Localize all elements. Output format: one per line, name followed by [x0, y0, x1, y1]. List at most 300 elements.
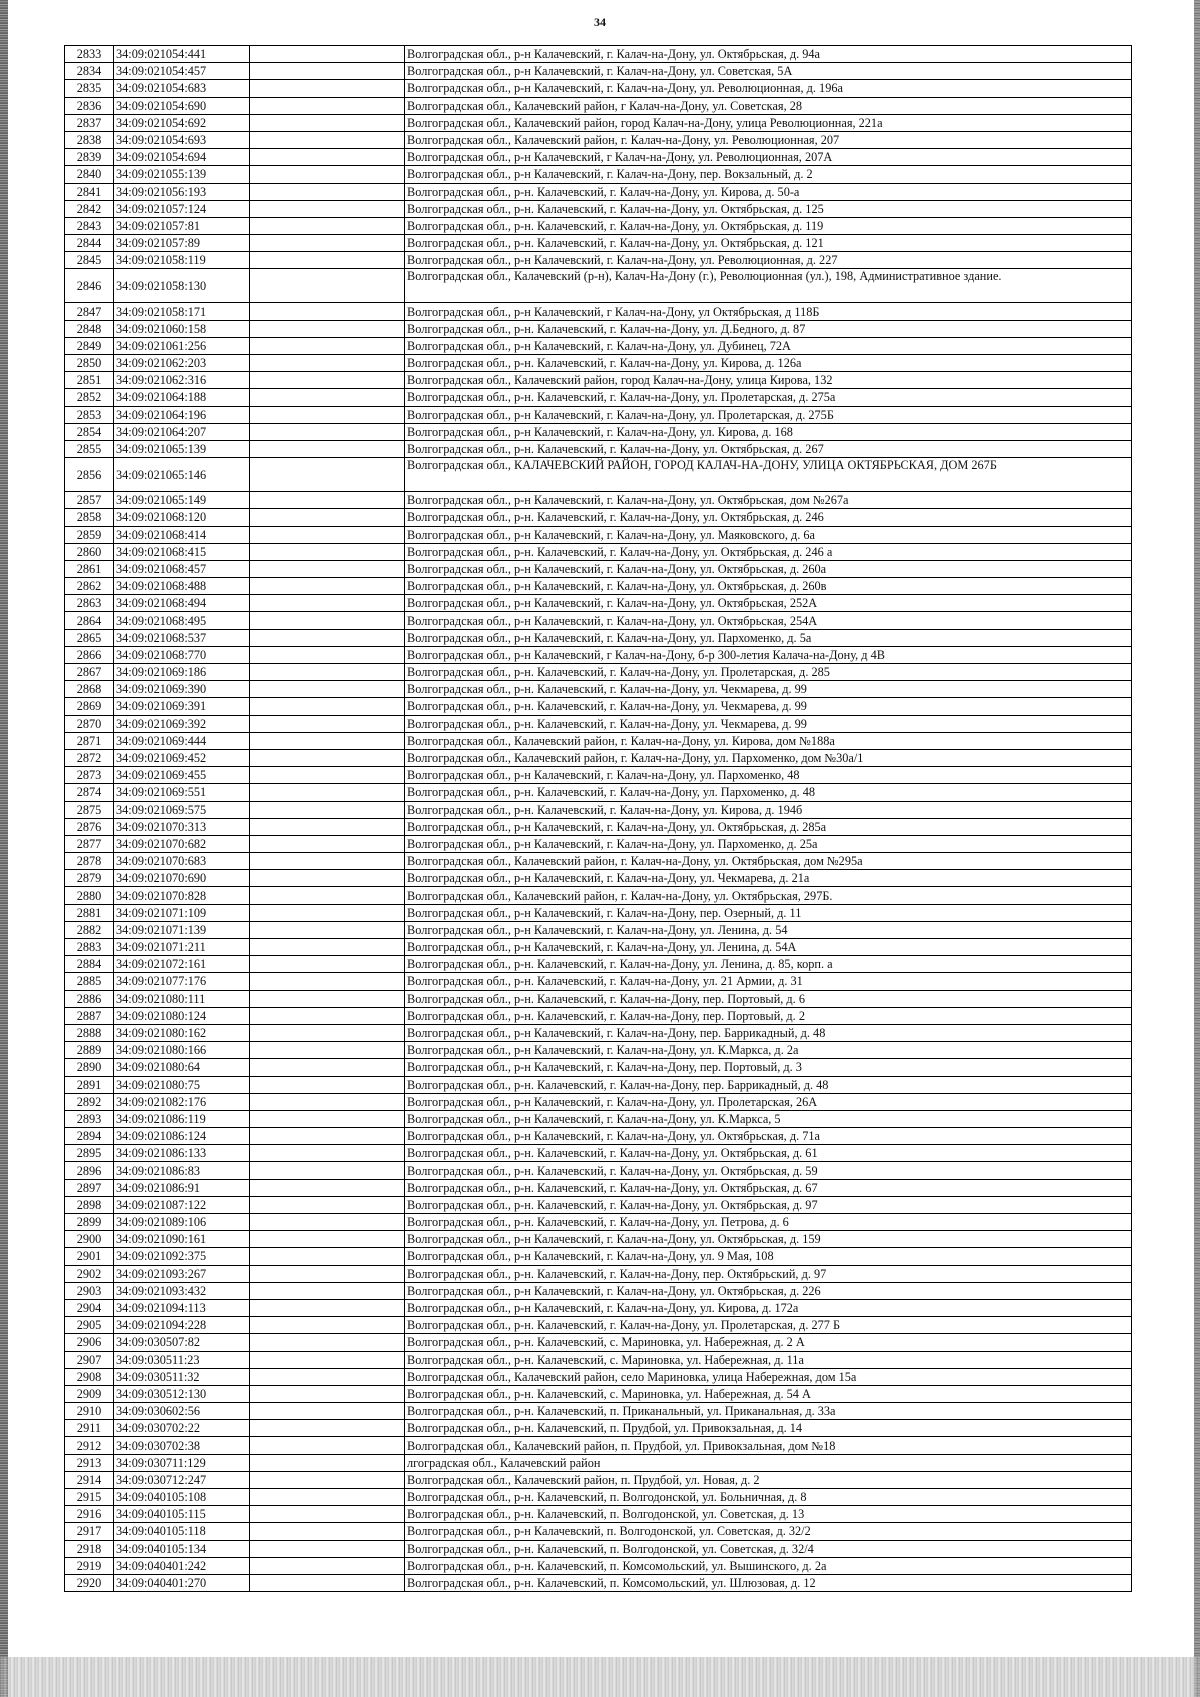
cadastral-number-cell: 34:09:021058:119	[114, 252, 250, 269]
row-number-cell: 2873	[65, 767, 114, 784]
table-row	[65, 200, 1132, 217]
empty-cell	[250, 887, 405, 904]
address-cell: Волгоградская обл., р-н. Калачевский, п. Волгодонской, ул. Советская, д. 13	[405, 1506, 1132, 1523]
table-row	[65, 1403, 1132, 1420]
row-number-cell: 2871	[65, 732, 114, 749]
row-number-cell: 2855	[65, 440, 114, 457]
row-number-cell: 2841	[65, 183, 114, 200]
address-cell: лгоградская обл., Калачевский район	[405, 1454, 1132, 1471]
cadastral-number-cell: 34:09:021080:162	[114, 1024, 250, 1041]
empty-cell	[250, 97, 405, 114]
table-row	[65, 166, 1132, 183]
row-number-cell: 2882	[65, 921, 114, 938]
address-cell: Волгоградская обл., р-н Калачевский, г. Калач-на-Дону, ул. Октябрьская, д. 159	[405, 1231, 1132, 1248]
empty-cell	[250, 1471, 405, 1488]
address-cell: Волгоградская обл., р-н Калачевский, г. Калач-на-Дону, ул. Революционная, д. 227	[405, 252, 1132, 269]
address-cell: Волгоградская обл., р-н. Калачевский, г. Калач-на-Дону, ул. Ленина, д. 85, корп. а	[405, 956, 1132, 973]
row-number-cell: 2836	[65, 97, 114, 114]
address-cell: Волгоградская обл., р-н. Калачевский, с. Мариновка, ул. Набережная, д. 54 А	[405, 1385, 1132, 1402]
cadastral-number-cell: 34:09:021068:494	[114, 595, 250, 612]
cadastral-number-cell: 34:09:021068:120	[114, 509, 250, 526]
empty-cell	[250, 732, 405, 749]
empty-cell	[250, 1368, 405, 1385]
empty-cell	[250, 904, 405, 921]
row-number-cell: 2858	[65, 509, 114, 526]
address-cell: Волгоградская обл., р-н Калачевский, г. Калач-на-Дону, ул. К.Маркса, д. 2а	[405, 1042, 1132, 1059]
cadastral-number-cell: 34:09:040105:118	[114, 1523, 250, 1540]
empty-cell	[250, 1385, 405, 1402]
address-cell: Волгоградская обл., Калачевский район, село Мариновка, улица Набережная, дом 15а	[405, 1368, 1132, 1385]
cadastral-number-cell: 34:09:021064:207	[114, 423, 250, 440]
table-row	[65, 767, 1132, 784]
registry-table	[64, 45, 1132, 1592]
row-number-cell: 2845	[65, 252, 114, 269]
table-row	[65, 63, 1132, 80]
table-row	[65, 1162, 1132, 1179]
page-number: 34	[594, 15, 606, 29]
empty-cell	[250, 526, 405, 543]
empty-cell	[250, 80, 405, 97]
address-cell: Волгоградская обл., р-н. Калачевский, г. Калач-на-Дону, ул. Пролетарская, д. 275а	[405, 389, 1132, 406]
address-cell: Волгоградская обл., р-н Калачевский, г. Калач-на-Дону, пер. Баррикадный, д. 48	[405, 1024, 1132, 1041]
cadastral-number-cell: 34:09:021082:176	[114, 1093, 250, 1110]
table-row	[65, 1145, 1132, 1162]
table-row	[65, 1557, 1132, 1574]
cadastral-number-cell: 34:09:021057:89	[114, 235, 250, 252]
row-number-cell: 2854	[65, 423, 114, 440]
empty-cell	[250, 543, 405, 560]
cadastral-number-cell: 34:09:021080:124	[114, 1007, 250, 1024]
row-number-cell: 2857	[65, 492, 114, 509]
row-number-cell: 2866	[65, 646, 114, 663]
address-cell: Волгоградская обл., р-н Калачевский, г Калач-на-Дону, ул. Революционная, 207А	[405, 149, 1132, 166]
table-row	[65, 578, 1132, 595]
row-number-cell: 2837	[65, 114, 114, 131]
table-row	[65, 1385, 1132, 1402]
address-cell: Волгоградская обл., р-н Калачевский, г. Калач-на-Дону, ул. Советская, 5А	[405, 63, 1132, 80]
cadastral-number-cell: 34:09:021080:64	[114, 1059, 250, 1076]
empty-cell	[250, 1334, 405, 1351]
row-number-cell: 2883	[65, 939, 114, 956]
table-row	[65, 337, 1132, 354]
cadastral-number-cell: 34:09:040105:115	[114, 1506, 250, 1523]
address-cell: Волгоградская обл., р-н Калачевский, г. Калач-на-Дону, ул. Октябрьская, д. 71а	[405, 1128, 1132, 1145]
table-row	[65, 252, 1132, 269]
cadastral-number-cell: 34:09:030702:22	[114, 1420, 250, 1437]
empty-cell	[250, 1214, 405, 1231]
empty-cell	[250, 149, 405, 166]
address-cell: Волгоградская обл., р-н Калачевский, г Калач-на-Дону, ул Октябрьская, д 118Б	[405, 303, 1132, 320]
cadastral-number-cell: 34:09:021054:692	[114, 114, 250, 131]
address-cell: Волгоградская обл., р-н Калачевский, г. Калач-на-Дону, ул. Октябрьская, д. 260а	[405, 560, 1132, 577]
table-row	[65, 1214, 1132, 1231]
cadastral-number-cell: 34:09:021069:392	[114, 715, 250, 732]
row-number-cell: 2876	[65, 818, 114, 835]
cadastral-number-cell: 34:09:021077:176	[114, 973, 250, 990]
cadastral-number-cell: 34:09:021057:124	[114, 200, 250, 217]
row-number-cell: 2884	[65, 956, 114, 973]
cadastral-number-cell: 34:09:021086:119	[114, 1110, 250, 1127]
cadastral-number-cell: 34:09:021068:488	[114, 578, 250, 595]
table-row	[65, 1248, 1132, 1265]
empty-cell	[250, 458, 405, 492]
table-row	[65, 939, 1132, 956]
table-row	[65, 732, 1132, 749]
cadastral-number-cell: 34:09:021069:391	[114, 698, 250, 715]
empty-cell	[250, 63, 405, 80]
table-row	[65, 235, 1132, 252]
table-row	[65, 372, 1132, 389]
row-number-cell: 2874	[65, 784, 114, 801]
address-cell: Волгоградская обл., р-н Калачевский, г. Калач-на-Дону, ул. Октябрьская, д. 260в	[405, 578, 1132, 595]
table-row	[65, 1179, 1132, 1196]
cadastral-number-cell: 34:09:030702:38	[114, 1437, 250, 1454]
address-cell: Волгоградская обл., р-н Калачевский, г. Калач-на-Дону, ул. Октябрьская, дом №267а	[405, 492, 1132, 509]
address-cell: Волгоградская обл., р-н Калачевский, г. Калач-на-Дону, ул. Октябрьская, д. 285а	[405, 818, 1132, 835]
empty-cell	[250, 835, 405, 852]
address-cell: Волгоградская обл., р-н Калачевский, г. Калач-на-Дону, ул. Дубинец, 72А	[405, 337, 1132, 354]
table-row	[65, 1574, 1132, 1591]
row-number-cell: 2906	[65, 1334, 114, 1351]
cadastral-number-cell: 34:09:021070:683	[114, 853, 250, 870]
table-row	[65, 1110, 1132, 1127]
address-cell: Волгоградская обл., р-н Калачевский, г. Калач-на-Дону, ул. Революционная, д. 196а	[405, 80, 1132, 97]
table-row	[65, 1299, 1132, 1316]
address-cell: Волгоградская обл., р-н. Калачевский, п. Волгодонской, ул. Советская, д. 32/4	[405, 1540, 1132, 1557]
row-number-cell: 2914	[65, 1471, 114, 1488]
address-cell: Волгоградская обл., Калачевский район, г. Калач-на-Дону, ул. Кирова, дом №188а	[405, 732, 1132, 749]
table-row	[65, 646, 1132, 663]
empty-cell	[250, 1420, 405, 1437]
cadastral-number-cell: 34:09:040105:134	[114, 1540, 250, 1557]
address-cell: Волгоградская обл., р-н. Калачевский, г. Калач-на-Дону, ул. Октябрьская, д. 125	[405, 200, 1132, 217]
cadastral-number-cell: 34:09:021054:694	[114, 149, 250, 166]
address-cell: Волгоградская обл., Калачевский район, г. Калач-на-Дону, ул. Октябрьская, дом №295а	[405, 853, 1132, 870]
row-number-cell: 2888	[65, 1024, 114, 1041]
address-cell: Волгоградская обл., р-н Калачевский, г. Калач-на-Дону, ул. Ленина, д. 54	[405, 921, 1132, 938]
table-row	[65, 1042, 1132, 1059]
empty-cell	[250, 1265, 405, 1282]
cadastral-number-cell: 34:09:021062:203	[114, 355, 250, 372]
empty-cell	[250, 1145, 405, 1162]
table-row	[65, 1334, 1132, 1351]
cadastral-number-cell: 34:09:021089:106	[114, 1214, 250, 1231]
cadastral-number-cell: 34:09:021069:444	[114, 732, 250, 749]
row-number-cell: 2875	[65, 801, 114, 818]
row-number-cell: 2889	[65, 1042, 114, 1059]
table-row	[65, 818, 1132, 835]
table-row	[65, 543, 1132, 560]
row-number-cell: 2916	[65, 1506, 114, 1523]
empty-cell	[250, 1523, 405, 1540]
row-number-cell: 2901	[65, 1248, 114, 1265]
table-row	[65, 423, 1132, 440]
row-number-cell: 2846	[65, 269, 114, 303]
cadastral-number-cell: 34:09:021092:375	[114, 1248, 250, 1265]
empty-cell	[250, 269, 405, 303]
cadastral-number-cell: 34:09:021054:683	[114, 80, 250, 97]
row-number-cell: 2840	[65, 166, 114, 183]
empty-cell	[250, 1540, 405, 1557]
table-row	[65, 1059, 1132, 1076]
cadastral-number-cell: 34:09:021054:690	[114, 97, 250, 114]
row-number-cell: 2913	[65, 1454, 114, 1471]
address-cell: Волгоградская обл., Калачевский район, город Калач-на-Дону, улица Революционная, 221а	[405, 114, 1132, 131]
cadastral-number-cell: 34:09:021093:267	[114, 1265, 250, 1282]
empty-cell	[250, 1076, 405, 1093]
cadastral-number-cell: 34:09:021070:682	[114, 835, 250, 852]
row-number-cell: 2919	[65, 1557, 114, 1574]
empty-cell	[250, 509, 405, 526]
row-number-cell: 2899	[65, 1214, 114, 1231]
cadastral-number-cell: 34:09:030712:247	[114, 1471, 250, 1488]
table-row	[65, 853, 1132, 870]
row-number-cell: 2909	[65, 1385, 114, 1402]
row-number-cell: 2894	[65, 1128, 114, 1145]
cadastral-number-cell: 34:09:021069:575	[114, 801, 250, 818]
address-cell: Волгоградская обл., р-н. Калачевский, п. Волгодонской, ул. Больничная, д. 8	[405, 1489, 1132, 1506]
empty-cell	[250, 921, 405, 938]
empty-cell	[250, 1351, 405, 1368]
table-row	[65, 458, 1132, 492]
empty-cell	[250, 767, 405, 784]
address-cell: Волгоградская обл., р-н Калачевский, г. Калач-на-Дону, ул. Маяковского, д. 6а	[405, 526, 1132, 543]
empty-cell	[250, 1299, 405, 1316]
address-cell: Волгоградская обл., р-н Калачевский, г. Калач-на-Дону, ул. Пролетарская, 26А	[405, 1093, 1132, 1110]
empty-cell	[250, 560, 405, 577]
cadastral-number-cell: 34:09:021055:139	[114, 166, 250, 183]
table-row	[65, 320, 1132, 337]
address-cell: Волгоградская обл., р-н. Калачевский, г. Калач-на-Дону, пер. Портовый, д. 6	[405, 990, 1132, 1007]
row-number-cell: 2902	[65, 1265, 114, 1282]
address-cell: Волгоградская обл., КАЛАЧЕВСКИЙ РАЙОН, ГОРОД КАЛАЧ-НА-ДОНУ, УЛИЦА ОКТЯБРЬСКАЯ, ДОМ 267Б	[405, 458, 1132, 492]
cadastral-number-cell: 34:09:021080:111	[114, 990, 250, 1007]
row-number-cell: 2877	[65, 835, 114, 852]
row-number-cell: 2847	[65, 303, 114, 320]
address-cell: Волгоградская обл., р-н. Калачевский, г. Калач-на-Дону, ул. Октябрьская, д. 267	[405, 440, 1132, 457]
cadastral-number-cell: 34:09:021071:211	[114, 939, 250, 956]
table-row	[65, 440, 1132, 457]
address-cell: Волгоградская обл., р-н Калачевский, г. Калач-на-Дону, ул. Пархоменко, д. 25а	[405, 835, 1132, 852]
empty-cell	[250, 578, 405, 595]
address-cell: Волгоградская обл., Калачевский район, г. Калач-на-Дону, ул. Октябрьская, 297Б.	[405, 887, 1132, 904]
row-number-cell: 2891	[65, 1076, 114, 1093]
empty-cell	[250, 492, 405, 509]
address-cell: Волгоградская обл., р-н. Калачевский, г. Калач-на-Дону, ул. Д.Бедного, д. 87	[405, 320, 1132, 337]
row-number-cell: 2904	[65, 1299, 114, 1316]
cadastral-number-cell: 34:09:021072:161	[114, 956, 250, 973]
row-number-cell: 2880	[65, 887, 114, 904]
cadastral-number-cell: 34:09:021070:313	[114, 818, 250, 835]
table-row	[65, 217, 1132, 234]
table-row	[65, 990, 1132, 1007]
table-row	[65, 595, 1132, 612]
cadastral-number-cell: 34:09:030602:56	[114, 1403, 250, 1420]
table-row	[65, 801, 1132, 818]
table-row	[65, 870, 1132, 887]
row-number-cell: 2851	[65, 372, 114, 389]
row-number-cell: 2870	[65, 715, 114, 732]
address-cell: Волгоградская обл., р-н. Калачевский, г. Калач-на-Дону, ул. Октябрьская, д. 61	[405, 1145, 1132, 1162]
table-row	[65, 509, 1132, 526]
row-number-cell: 2910	[65, 1403, 114, 1420]
empty-cell	[250, 166, 405, 183]
table-row	[65, 1076, 1132, 1093]
table-row	[65, 389, 1132, 406]
empty-cell	[250, 217, 405, 234]
row-number-cell: 2898	[65, 1196, 114, 1213]
cadastral-number-cell: 34:09:040401:270	[114, 1574, 250, 1591]
address-cell: Волгоградская обл., р-н. Калачевский, г. Калач-на-Дону, ул. Чекмарева, д. 99	[405, 681, 1132, 698]
empty-cell	[250, 646, 405, 663]
address-cell: Волгоградская обл., р-н. Калачевский, г. Калач-на-Дону, ул. Октябрьская, д. 97	[405, 1196, 1132, 1213]
row-number-cell: 2844	[65, 235, 114, 252]
cadastral-number-cell: 34:09:021057:81	[114, 217, 250, 234]
table-row	[65, 681, 1132, 698]
cadastral-number-cell: 34:09:030511:23	[114, 1351, 250, 1368]
row-number-cell: 2908	[65, 1368, 114, 1385]
row-number-cell: 2839	[65, 149, 114, 166]
cadastral-number-cell: 34:09:021065:149	[114, 492, 250, 509]
cadastral-number-cell: 34:09:040401:242	[114, 1557, 250, 1574]
address-cell: Волгоградская обл., р-н. Калачевский, г. Калач-на-Дону, пер. Октябрьский, д. 97	[405, 1265, 1132, 1282]
address-cell: Волгоградская обл., р-н Калачевский, г. Калач-на-Дону, ул. Кирова, д. 168	[405, 423, 1132, 440]
row-number-cell: 2890	[65, 1059, 114, 1076]
row-number-cell: 2917	[65, 1523, 114, 1540]
cadastral-number-cell: 34:09:021080:166	[114, 1042, 250, 1059]
row-number-cell: 2862	[65, 578, 114, 595]
row-number-cell: 2900	[65, 1231, 114, 1248]
row-number-cell: 2920	[65, 1574, 114, 1591]
row-number-cell: 2860	[65, 543, 114, 560]
table-row	[65, 664, 1132, 681]
row-number-cell: 2903	[65, 1282, 114, 1299]
row-number-cell: 2849	[65, 337, 114, 354]
address-cell: Волгоградская обл., Калачевский район, г Калач-на-Дону, ул. Советская, 28	[405, 97, 1132, 114]
row-number-cell: 2879	[65, 870, 114, 887]
table-row	[65, 698, 1132, 715]
empty-cell	[250, 131, 405, 148]
cadastral-number-cell: 34:09:021086:91	[114, 1179, 250, 1196]
row-number-cell: 2912	[65, 1437, 114, 1454]
table-row	[65, 46, 1132, 63]
empty-cell	[250, 1574, 405, 1591]
table-row	[65, 1540, 1132, 1557]
table-row	[65, 784, 1132, 801]
cadastral-number-cell: 34:09:021080:75	[114, 1076, 250, 1093]
cadastral-number-cell: 34:09:021069:186	[114, 664, 250, 681]
address-cell: Волгоградская обл., р-н Калачевский, г. Калач-на-Дону, ул. Октябрьская, 254А	[405, 612, 1132, 629]
empty-cell	[250, 612, 405, 629]
address-cell: Волгоградская обл., р-н. Калачевский, г. Калач-на-Дону, ул. Пархоменко, д. 48	[405, 784, 1132, 801]
empty-cell	[250, 1403, 405, 1420]
address-cell: Волгоградская обл., р-н. Калачевский, с. Мариновка, ул. Набережная, д. 2 А	[405, 1334, 1132, 1351]
empty-cell	[250, 973, 405, 990]
table-row	[65, 1196, 1132, 1213]
table-row	[65, 183, 1132, 200]
cadastral-number-cell: 34:09:021070:828	[114, 887, 250, 904]
address-cell: Волгоградская обл., р-н. Калачевский, г. Калач-на-Дону, ул. Пролетарская, д. 285	[405, 664, 1132, 681]
cadastral-number-cell: 34:09:021068:495	[114, 612, 250, 629]
address-cell: Волгоградская обл., р-н. Калачевский, г. Калач-на-Дону, ул. Кирова, д. 194б	[405, 801, 1132, 818]
table-row	[65, 97, 1132, 114]
empty-cell	[250, 1557, 405, 1574]
row-number-cell: 2907	[65, 1351, 114, 1368]
table-row	[65, 835, 1132, 852]
registry-table-body	[65, 46, 1132, 1592]
address-cell: Волгоградская обл., р-н Калачевский, п. Волгодонской, ул. Советская, д. 32/2	[405, 1523, 1132, 1540]
cadastral-number-cell: 34:09:021087:122	[114, 1196, 250, 1213]
table-row	[65, 904, 1132, 921]
empty-cell	[250, 1007, 405, 1024]
table-row	[65, 1523, 1132, 1540]
cadastral-number-cell: 34:09:021071:109	[114, 904, 250, 921]
row-number-cell: 2893	[65, 1110, 114, 1127]
table-row	[65, 1351, 1132, 1368]
row-number-cell: 2834	[65, 63, 114, 80]
address-cell: Волгоградская обл., р-н Калачевский, г. Калач-на-Дону, пер. Портовый, д. 3	[405, 1059, 1132, 1076]
address-cell: Волгоградская обл., Калачевский район, п. Прудбой, ул. Новая, д. 2	[405, 1471, 1132, 1488]
address-cell: Волгоградская обл., р-н. Калачевский, г. Калач-на-Дону, ул. Чекмарева, д. 99	[405, 715, 1132, 732]
address-cell: Волгоградская обл., р-н. Калачевский, п. Приканальный, ул. Приканальная, д. 33а	[405, 1403, 1132, 1420]
table-row	[65, 715, 1132, 732]
address-cell: Волгоградская обл., р-н Калачевский, г. Калач-на-Дону, ул. Чекмарева, д. 21а	[405, 870, 1132, 887]
cadastral-number-cell: 34:09:021086:83	[114, 1162, 250, 1179]
address-cell: Волгоградская обл., р-н. Калачевский, г. Калач-на-Дону, ул. Октябрьская, д. 246 а	[405, 543, 1132, 560]
empty-cell	[250, 355, 405, 372]
address-cell: Волгоградская обл., Калачевский (р-н), Калач-На-Дону (г.), Революционная (ул.), 198, Административное здание.	[405, 269, 1132, 303]
cadastral-number-cell: 34:09:021068:415	[114, 543, 250, 560]
empty-cell	[250, 1317, 405, 1334]
table-row	[65, 1317, 1132, 1334]
table-row	[65, 1093, 1132, 1110]
empty-cell	[250, 1042, 405, 1059]
table-row	[65, 1506, 1132, 1523]
empty-cell	[250, 423, 405, 440]
cadastral-number-cell: 34:09:021065:146	[114, 458, 250, 492]
address-cell: Волгоградская обл., р-н. Калачевский, г. Калач-на-Дону, ул. Кирова, д. 50-а	[405, 183, 1132, 200]
table-row	[65, 1265, 1132, 1282]
table-row	[65, 749, 1132, 766]
address-cell: Волгоградская обл., р-н. Калачевский, с. Мариновка, ул. Набережная, д. 11а	[405, 1351, 1132, 1368]
empty-cell	[250, 337, 405, 354]
table-row	[65, 269, 1132, 303]
address-cell: Волгоградская обл., р-н Калачевский, г. Калач-на-Дону, ул. Пархоменко, 48	[405, 767, 1132, 784]
table-row	[65, 1489, 1132, 1506]
empty-cell	[250, 1024, 405, 1041]
table-row	[65, 303, 1132, 320]
row-number-cell: 2842	[65, 200, 114, 217]
empty-cell	[250, 389, 405, 406]
cadastral-number-cell: 34:09:021090:161	[114, 1231, 250, 1248]
empty-cell	[250, 46, 405, 63]
address-cell: Волгоградская обл., Калачевский район, г. Калач-на-Дону, ул. Пархоменко, дом №30а/1	[405, 749, 1132, 766]
row-number-cell: 2865	[65, 629, 114, 646]
address-cell: Волгоградская обл., р-н. Калачевский, п. Комсомольский, ул. Шлюзовая, д. 12	[405, 1574, 1132, 1591]
table-row	[65, 612, 1132, 629]
table-row	[65, 114, 1132, 131]
row-number-cell: 2867	[65, 664, 114, 681]
row-number-cell: 2885	[65, 973, 114, 990]
address-cell: Волгоградская обл., р-н Калачевский, г Калач-на-Дону, б-р 300-летия Калача-на-Дону, д 4В	[405, 646, 1132, 663]
row-number-cell: 2886	[65, 990, 114, 1007]
empty-cell	[250, 853, 405, 870]
row-number-cell: 2835	[65, 80, 114, 97]
row-number-cell: 2896	[65, 1162, 114, 1179]
table-row	[65, 1007, 1132, 1024]
table-row	[65, 1454, 1132, 1471]
row-number-cell: 2892	[65, 1093, 114, 1110]
